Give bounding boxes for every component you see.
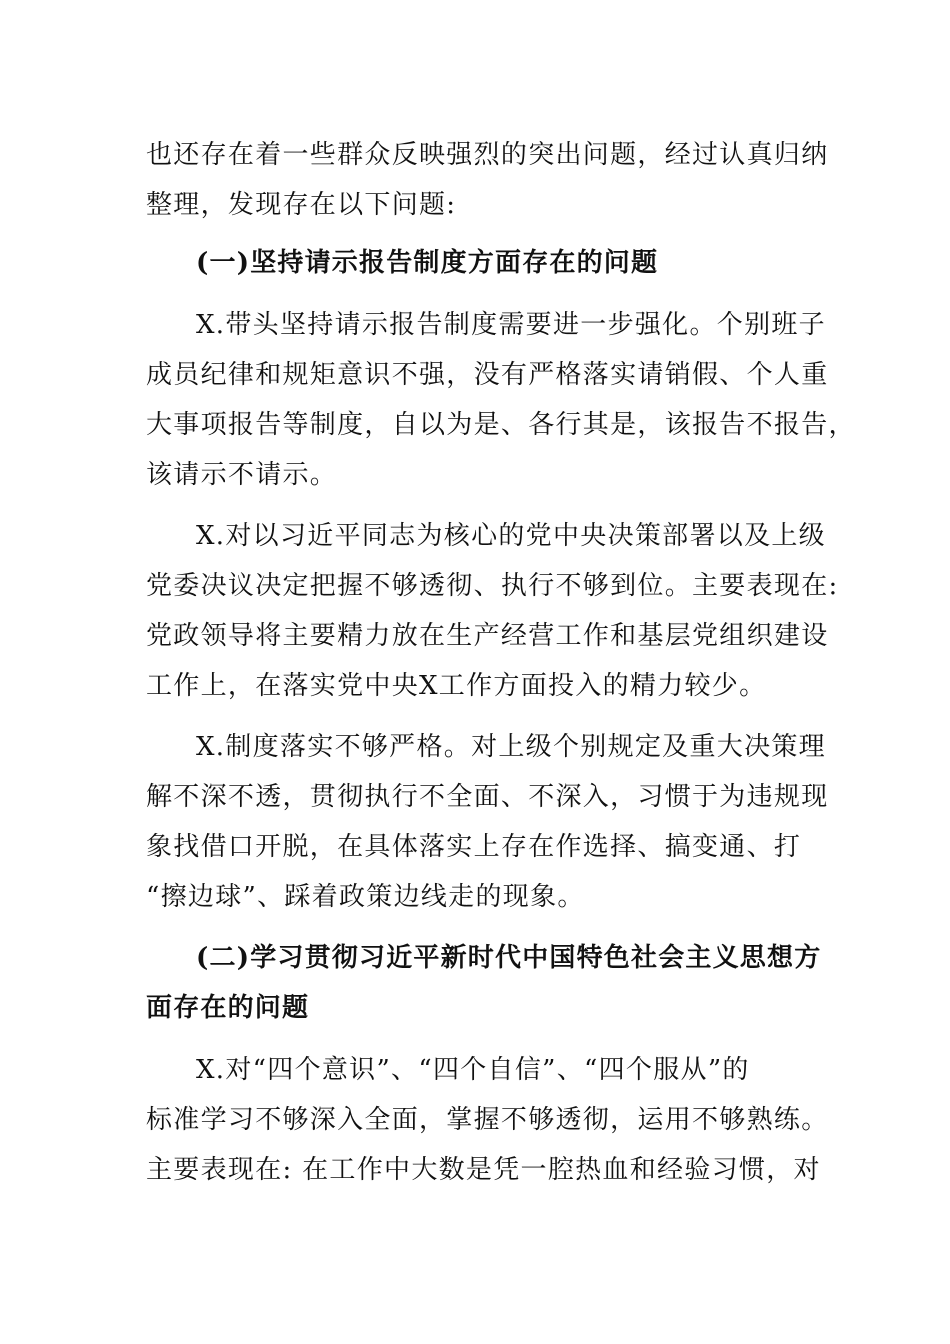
s2-item1-line-2: 标准学习不够深入全面，掌握不够透彻，运用不够熟练。 — [146, 1105, 829, 1135]
s1-item1-line-4: 该请示不请示。 — [146, 460, 338, 490]
s1-item3-line-3: 象找借口开脱，在具体落实上存在作选择、搞变通、打 — [146, 832, 802, 862]
s1-item2-line-4: 工作上，在落实党中央X工作方面投入的精力较少。 — [146, 671, 767, 701]
s1-item3-line-2: 解不深不透，贯彻执行不全面、不深入，习惯于为违规现 — [146, 782, 829, 812]
intro-line-1: 也还存在着一些群众反映强烈的突出问题，经过认真归纳 — [146, 140, 829, 170]
section-2-heading-line-1: (二)学习贯彻习近平新时代中国特色社会主义思想方 — [196, 943, 822, 973]
s1-item3-line-1: X.制度落实不够严格。对上级个别规定及重大决策理 — [196, 732, 826, 762]
intro-line-2: 整理，发现存在以下问题: — [146, 190, 457, 220]
s1-item3-line-4: “擦边球”、踩着政策边线走的现象。 — [146, 882, 585, 912]
s1-item2-line-2: 党委决议决定把握不够透彻、执行不够到位。主要表现在: — [146, 571, 839, 601]
s1-item1-line-1: X.带头坚持请示报告制度需要进一步强化。个别班子 — [196, 310, 826, 340]
s1-item2-line-3: 党政领导将主要精力放在生产经营工作和基层党组织建设 — [146, 621, 829, 651]
s1-item1-line-2: 成员纪律和规矩意识不强，没有严格落实请销假、个人重 — [146, 360, 829, 390]
section-1-heading: (一)坚持请示报告制度方面存在的问题 — [196, 248, 659, 278]
s2-item1-line-1: X.对“四个意识”、“四个自信”、“四个服从”的 — [196, 1055, 750, 1085]
s1-item2-line-1: X.对以习近平同志为核心的党中央决策部署以及上级 — [196, 521, 826, 551]
s2-item1-line-3: 主要表现在: 在工作中大数是凭一腔热血和经验习惯，对 — [146, 1155, 821, 1185]
section-2-heading-line-2: 面存在的问题 — [146, 993, 310, 1023]
s1-item1-line-3: 大事项报告等制度，自以为是、各行其是，该报告不报告， — [146, 410, 856, 440]
